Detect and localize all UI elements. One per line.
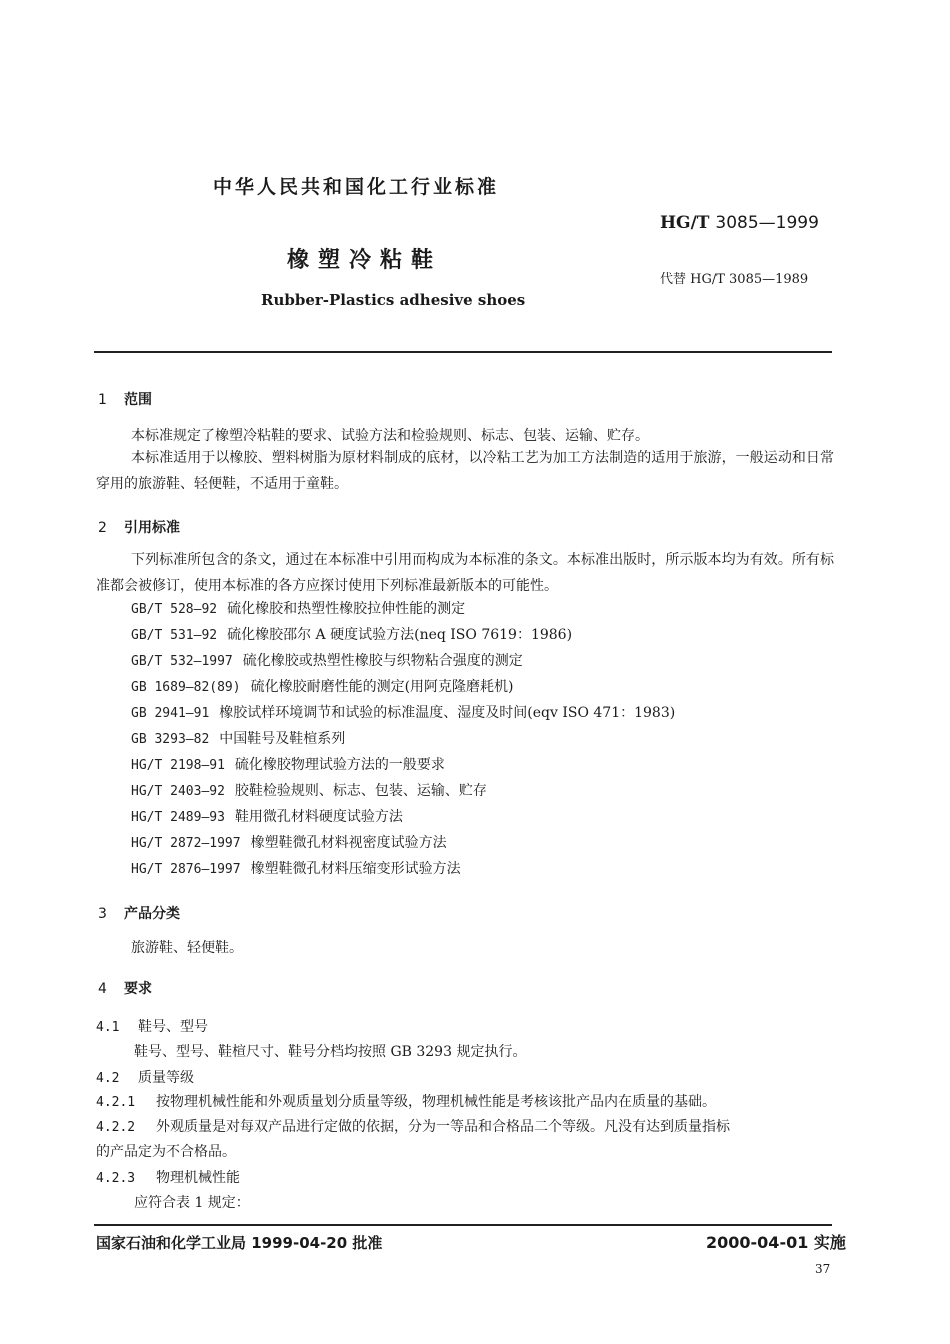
section-number: 4	[98, 981, 107, 997]
reference-code: GB 1689—82(89)	[131, 680, 241, 695]
implementation-date: 2000-04-01 实施	[706, 1233, 846, 1252]
section-title: 引用标准	[124, 520, 180, 536]
reference-title: 橡胶试样环境调节和试验的标准温度、湿度及时间(eqv ISO 471：1983)	[219, 705, 676, 721]
document-title-cn: 橡塑冷粘鞋	[287, 248, 443, 273]
standard-number	[660, 213, 819, 233]
section-2-intro: 下列标准所包含的条文，通过在本标准中引用而构成为本标准的条文。本标准出版时，所示版本均为有效。所有标准都会被修订，使用本标准的各方应探讨使用下列标准最新版本的可能性。	[96, 552, 834, 594]
reference-code: GB 2941—91	[131, 706, 210, 721]
reference-code: HG/T 2489—93	[131, 810, 225, 825]
document-title-en: Rubber-Plastics adhesive shoes	[261, 291, 526, 309]
reference-item	[131, 648, 675, 674]
section-2-heading	[98, 517, 180, 537]
page-number: 37	[815, 1262, 831, 1276]
clause-title: 鞋号、型号	[138, 1019, 208, 1035]
footer-divider	[94, 1224, 832, 1226]
section-3-heading	[98, 903, 180, 923]
reference-title: 硫化橡胶邵尔 A 硬度试验方法(neq ISO 7619：1986)	[227, 627, 573, 643]
section-number: 2	[98, 520, 107, 536]
reference-code: GB/T 528—92	[131, 602, 218, 617]
replaces-note: 代替 HG/T 3085—1989	[660, 272, 809, 287]
reference-list	[131, 596, 675, 882]
clause-number: 4.2.1	[96, 1095, 136, 1110]
reference-code: GB 3293—82	[131, 732, 210, 747]
clause-4-1	[96, 1016, 208, 1036]
clause-number: 4.2	[96, 1071, 120, 1086]
clause-number: 4.2.2	[96, 1120, 136, 1135]
standard-code: HG/T	[660, 213, 710, 233]
reference-item	[131, 830, 675, 856]
reference-title: 硫化橡胶耐磨性能的测定(用阿克隆磨耗机)	[250, 679, 514, 695]
reference-title: 鞋用微孔材料硬度试验方法	[234, 809, 403, 825]
clause-number: 4.1	[96, 1020, 120, 1035]
clause-4-2-3-paragraph: 应符合表 1 规定：	[134, 1195, 250, 1211]
clause-4-2	[96, 1067, 194, 1087]
section-1-paragraph-1: 本标准规定了橡塑冷粘鞋的要求、试验方法和检验规则、标志、包装、运输、贮存。	[131, 428, 649, 444]
reference-item	[131, 752, 675, 778]
reference-item	[131, 674, 675, 700]
section-title: 产品分类	[124, 906, 180, 922]
approval-note: 国家石油和化学工业局 1999-04-20 批准	[96, 1234, 383, 1252]
reference-item	[131, 856, 675, 882]
clause-4-2-2	[96, 1116, 730, 1136]
clause-4-2-1	[96, 1091, 716, 1111]
section-title: 要求	[124, 981, 152, 997]
clause-4-1-paragraph: 鞋号、型号、鞋楦尺寸、鞋号分档均按照 GB 3293 规定执行。	[134, 1044, 527, 1060]
reference-code: GB/T 531—92	[131, 628, 218, 643]
reference-title: 硫化橡胶和热塑性橡胶拉伸性能的测定	[227, 601, 466, 617]
section-1-paragraph-2: 本标准适用于以橡胶、塑料树脂为原材料制成的底材，以冷粘工艺为加工方法制造的适用于旅游，一般运动和日常穿用的旅游鞋、轻便鞋，不适用于童鞋。	[96, 450, 834, 492]
reference-title: 橡塑鞋微孔材料压缩变形试验方法	[250, 861, 461, 877]
industry-standard-heading: 中华人民共和国化工行业标准	[213, 176, 500, 198]
reference-item	[131, 726, 675, 752]
reference-code: HG/T 2876—1997	[131, 862, 241, 877]
header-divider	[94, 351, 832, 353]
reference-item	[131, 778, 675, 804]
reference-item	[131, 700, 675, 726]
clause-number: 4.2.3	[96, 1171, 136, 1186]
clause-title: 质量等级	[138, 1070, 194, 1086]
section-4-heading	[98, 978, 152, 998]
reference-item	[131, 804, 675, 830]
reference-code: GB/T 532—1997	[131, 654, 233, 669]
section-3-paragraph: 旅游鞋、轻便鞋。	[131, 940, 243, 956]
clause-text: 按物理机械性能和外观质量划分质量等级，物理机械性能是考核该批产品内在质量的基础。	[156, 1094, 716, 1110]
clause-4-2-3	[96, 1167, 240, 1187]
section-number: 1	[98, 392, 107, 408]
section-1-heading	[98, 389, 152, 409]
standard-number-value: 3085—1999	[715, 213, 819, 233]
reference-code: HG/T 2403—92	[131, 784, 225, 799]
section-number: 3	[98, 906, 107, 922]
reference-title: 橡塑鞋微孔材料视密度试验方法	[250, 835, 447, 851]
clause-4-2-2-continued: 的产品定为不合格品。	[96, 1144, 236, 1160]
section-title: 范围	[124, 392, 152, 408]
reference-code: HG/T 2872—1997	[131, 836, 241, 851]
reference-title: 中国鞋号及鞋楦系列	[219, 731, 346, 747]
reference-item	[131, 596, 675, 622]
reference-title: 硫化橡胶或热塑性橡胶与织物粘合强度的测定	[242, 653, 523, 669]
reference-item	[131, 622, 675, 648]
clause-text: 外观质量是对每双产品进行定做的依据，分为一等品和合格品二个等级。凡没有达到质量指标	[156, 1119, 730, 1135]
clause-title: 物理机械性能	[156, 1170, 240, 1186]
reference-code: HG/T 2198—91	[131, 758, 225, 773]
reference-title: 胶鞋检验规则、标志、包装、运输、贮存	[234, 783, 487, 799]
reference-title: 硫化橡胶物理试验方法的一般要求	[234, 757, 445, 773]
